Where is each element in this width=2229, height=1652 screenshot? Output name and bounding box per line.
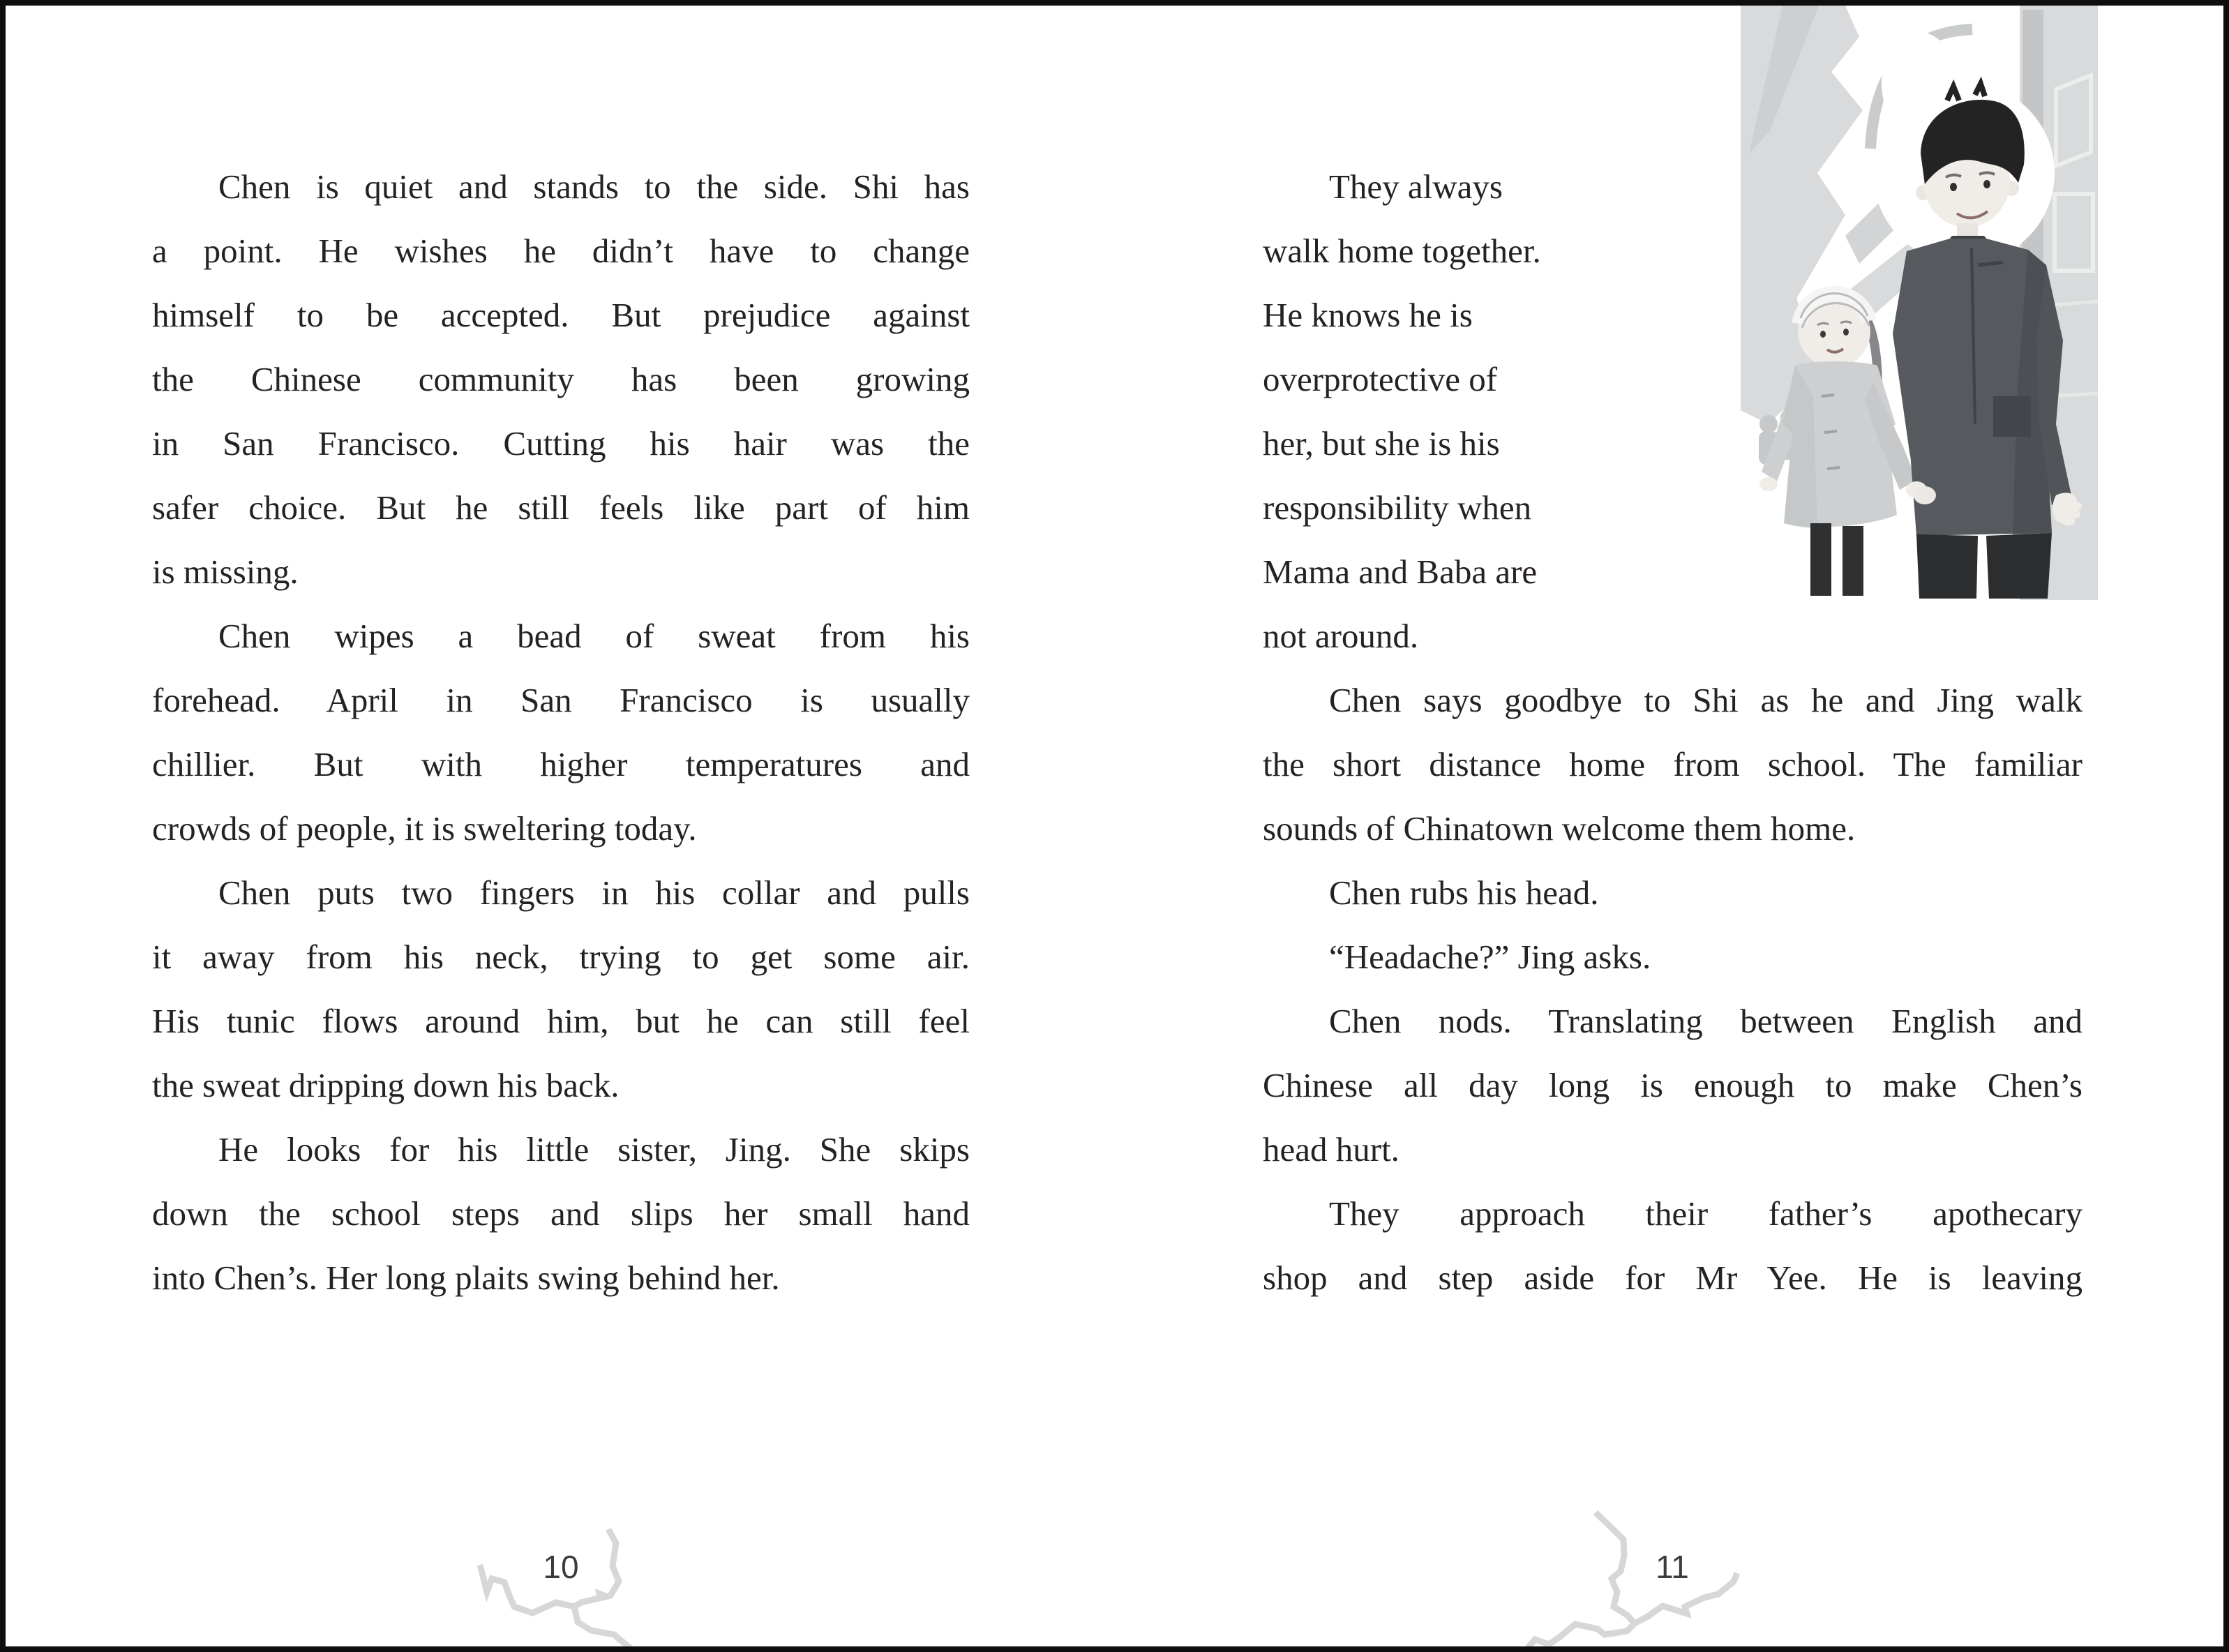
text-line: safer choice. But he still feels like part of him: [152, 488, 970, 527]
text-line: They approach their father’s apothecary: [1329, 1194, 2082, 1233]
text-line: himself to be accepted. But prejudice against: [152, 296, 970, 334]
text-line: the Chinese community has been growing: [152, 360, 970, 398]
text-line: not around.: [1263, 617, 1419, 655]
text-line: in San Francisco. Cutting his hair was the: [152, 424, 970, 463]
text-line: her, but she is his: [1263, 424, 1500, 463]
text-line: He knows he is: [1263, 296, 1473, 334]
text-line: it away from his neck, trying to get some air.: [152, 938, 970, 976]
text-line: Chen puts two fingers in his collar and pulls: [218, 873, 970, 912]
text-line: a point. He wishes he didn’t have to change: [152, 232, 970, 270]
text-line: the sweat dripping down his back.: [152, 1066, 620, 1104]
left-page-text: [152, 155, 970, 1310]
text-line: overprotective of: [1263, 360, 1498, 398]
text-line: forehead. April in San Francisco is usually: [152, 681, 970, 719]
text-line: sounds of Chinatown welcome them home.: [1263, 809, 1856, 848]
text-line: His tunic flows around him, but he can still feel: [152, 1002, 970, 1040]
text-line: Chen says goodbye to Shi as he and Jing walk: [1329, 681, 2082, 719]
text-line: Chen rubs his head.: [1329, 873, 1599, 912]
right-page-text: [1263, 155, 2082, 1310]
text-line: He looks for his little sister, Jing. She skips: [218, 1130, 970, 1169]
text-line: crowds of people, it is sweltering today.: [152, 809, 697, 848]
page-number-left: 10: [543, 1549, 579, 1585]
text-line: Chinese all day long is enough to make Chen’s: [1263, 1066, 2082, 1104]
page-number-right: 11: [1656, 1549, 1689, 1585]
text-line: down the school steps and slips her small hand: [152, 1194, 970, 1233]
text-line: the short distance home from school. The familiar: [1263, 745, 2082, 783]
text-line: head hurt.: [1263, 1130, 1399, 1169]
text-line: Mama and Baba are: [1263, 553, 1538, 591]
text-line: “Headache?” Jing asks.: [1329, 938, 1651, 976]
text-line: walk home together.: [1263, 232, 1541, 270]
text-line: Chen is quiet and stands to the side. Shi has: [218, 167, 970, 206]
text-line: is missing.: [152, 553, 299, 591]
text-line: chillier. But with higher temperatures and: [152, 745, 970, 783]
text-line: shop and step aside for Mr Yee. He is leaving: [1263, 1259, 2082, 1297]
text-line: responsibility when: [1263, 488, 1532, 527]
text-line: Chen nods. Translating between English and: [1329, 1002, 2082, 1040]
text-line: They always: [1329, 167, 1503, 206]
text-line: Chen wipes a bead of sweat from his: [218, 617, 970, 655]
text-line: into Chen’s. Her long plaits swing behind her.: [152, 1259, 780, 1297]
